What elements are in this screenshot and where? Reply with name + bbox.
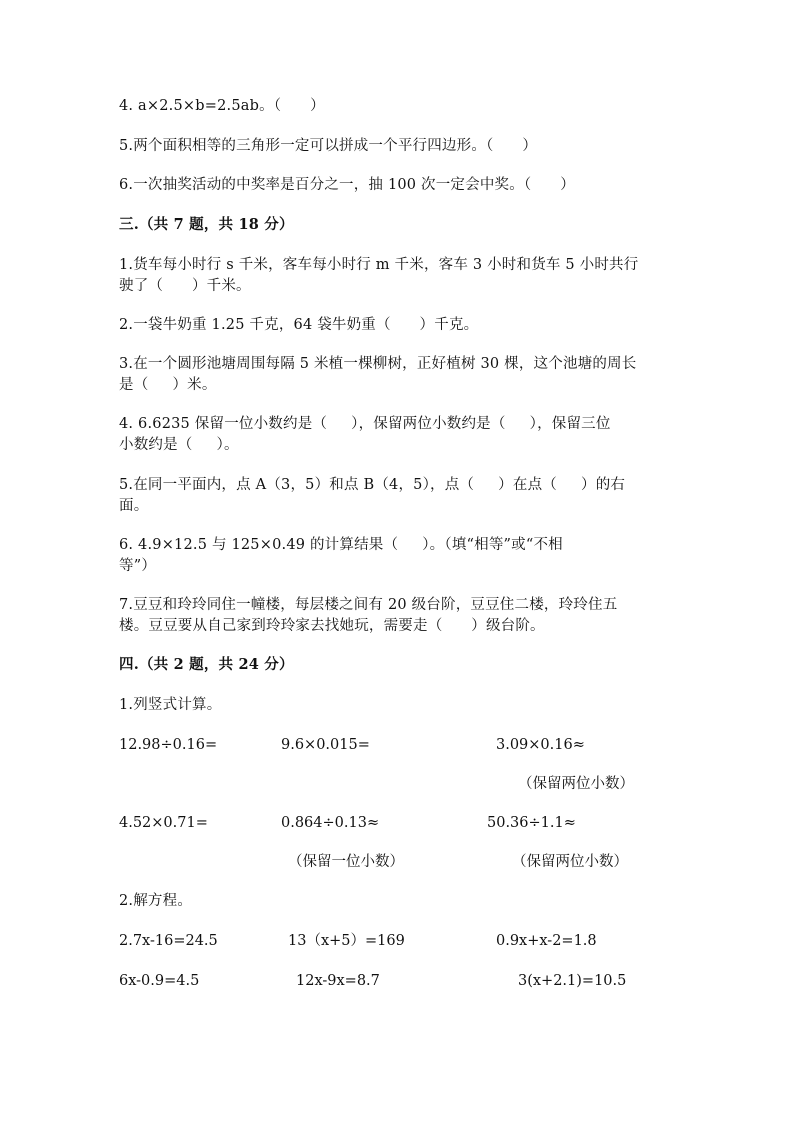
- calc-5: 0.864÷0.13≈: [281, 815, 380, 831]
- fill-item-1-line-1: 1.货车每小时行 s 千米，客车每小时行 m 千米，客车 3 小时和货车 5 小时共行: [119, 257, 639, 273]
- equation-5: 12x-9x=8.7: [296, 973, 380, 989]
- fill-item-4-line-1: 4. 6.6235 保留一位小数约是（ ），保留两位小数约是（ ），保留三位: [119, 416, 611, 432]
- judge-item-4: 4. a×2.5×b=2.5ab。（ ）: [119, 98, 325, 114]
- fill-item-5-line-1: 5.在同一平面内，点 A（3，5）和点 B（4，5），点（ ）在点（ ）的右: [119, 477, 626, 493]
- fill-item-6-line-2: 等”）: [119, 558, 157, 574]
- equation-title: 2.解方程。: [119, 893, 193, 909]
- calc-2: 9.6×0.015=: [281, 737, 370, 753]
- fill-item-2: 2.一袋牛奶重 1.25 千克，64 袋牛奶重（ ）千克。: [119, 317, 479, 333]
- section-3-heading: 三.（共 7 题，共 18 分）: [119, 216, 294, 233]
- section-4-heading: 四.（共 2 题，共 24 分）: [119, 656, 294, 673]
- calc-6: 50.36÷1.1≈: [487, 815, 576, 831]
- fill-item-7-line-2: 楼。豆豆要从自己家到玲玲家去找她玩，需要走（ ）级台阶。: [119, 618, 545, 634]
- fill-item-3-line-1: 3.在一个圆形池塘周围每隔 5 米植一棵柳树，正好植树 30 棵，这个池塘的周长: [119, 356, 637, 372]
- fill-item-3-line-2: 是（ ）米。: [119, 377, 217, 393]
- calc-1: 12.98÷0.16=: [119, 737, 218, 753]
- equation-4: 6x-0.9=4.5: [119, 973, 200, 989]
- fill-item-1-line-2: 驶了（ ）千米。: [119, 278, 251, 294]
- calc-5-note: （保留一位小数）: [288, 854, 404, 870]
- fill-item-6-line-1: 6. 4.9×12.5 与 125×0.49 的计算结果（ ）。（填“相等”或“不相: [119, 537, 563, 553]
- fill-item-7-line-1: 7.豆豆和玲玲同住一幢楼，每层楼之间有 20 级台阶，豆豆住二楼，玲玲住五: [119, 597, 618, 613]
- fill-item-5-line-2: 面。: [119, 498, 149, 514]
- judge-item-5: 5.两个面积相等的三角形一定可以拼成一个平行四边形。（ ）: [119, 138, 538, 154]
- equation-3: 0.9x+x-2=1.8: [496, 933, 597, 949]
- equation-2: 13（x+5）=169: [288, 933, 405, 949]
- calc-title: 1.列竖式计算。: [119, 697, 222, 713]
- judge-item-6: 6.一次抽奖活动的中奖率是百分之一，抽 100 次一定会中奖。（ ）: [119, 177, 575, 193]
- calc-3: 3.09×0.16≈: [496, 737, 585, 753]
- equation-6: 3(x+2.1)=10.5: [518, 973, 627, 989]
- fill-item-4-line-2: 小数约是（ ）。: [119, 437, 239, 453]
- equation-1: 2.7x-16=24.5: [119, 933, 218, 949]
- calc-4: 4.52×0.71=: [119, 815, 208, 831]
- calc-3-note: （保留两位小数）: [518, 776, 634, 792]
- calc-6-note: （保留两位小数）: [512, 854, 628, 870]
